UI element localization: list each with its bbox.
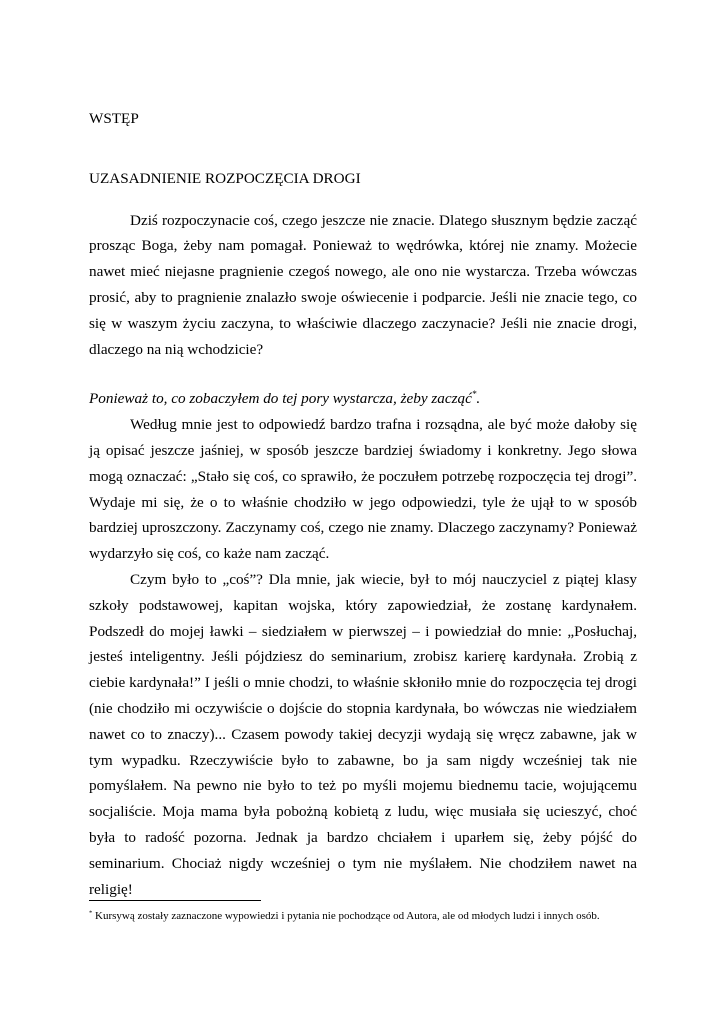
italic-quote (89, 386, 637, 412)
paragraph-2: Według mnie jest to odpowiedź bardzo trafna i rozsądna, ale być może dałoby się ją opisać jeszcze jaśniej, w sposób jeszcze bardziej świadomy i konkretny. Jego słowa mogą oznaczać: „Stało się coś, co sprawiło, że poczułem potrzebę rozpoczęcia tej drogi”. Wydaje mi się, że o to właśnie chodziło w jego odpowiedzi, tyle że ujął to w sposób bardziej uproszczony. Zaczynamy coś, czego nie znamy. Dlaczego zaczynamy? Ponieważ wydarzyło się coś, co każe nam zacząć. (89, 416, 637, 563)
quote-period: . (476, 390, 481, 408)
quote-text: Ponieważ to, co zobaczyłem do tej pory wystarcza, żeby zacząć (89, 390, 472, 408)
footnote-marker: * (89, 909, 93, 917)
paragraph-1: Dziś rozpoczynacie coś, czego jeszcze nie znacie. Dlatego słusznym będzie zacząć prosząc Boga, żeby nam pomagał. Ponieważ to wędrówka, której nie znamy. Możecie nawet mieć niejasne pragnienie czegoś nowego, ale ono nie wystarcza. Trzeba wówczas prosić, aby to pragnienie znalazło swoje oświecenie i podparcie. Jeśli nie znacie tego, co się w waszym życiu zaczyna, to właściwie dlaczego zaczynacie? Jeśli nie znacie drogi, dlaczego na nią wchodzicie? (89, 211, 637, 358)
section-heading: WSTĘP (89, 110, 139, 127)
chapter-title: UZASADNIENIE ROZPOCZĘCIA DROGI (89, 169, 361, 187)
paragraph-3: Czym było to „coś”? Dla mnie, jak wiecie, był to mój nauczyciel z piątej klasy szkoły podstawowej, kapitan wojska, który zapowiedział, że zostanę kardynałem. Podszedł do mojej ławki – siedziałem w pierwszej – i powiedział do mnie: „Posłuchaj, jesteś inteligentny. Jeśli pójdziesz do seminarium, zrobisz karierę kardynała. Zrobią z ciebie kardynała!” I jeśli o mnie chodzi, to właśnie skłoniło mnie do rozpoczęcia tej drogi (nie chodziło mi oczywiście o dojście do stopnia kardynała, bo wówczas nie wiedziałem nawet co to znaczy)... Czasem powody takiej decyzji wydają się wręcz zabawne, jak w tym wypadku. Rzeczywiście było to zabawne, bo ja sam nigdy wcześniej tak nie pomyślałem. Na pewno nie było to też po myśli mojemu biednemu tacie, wojującemu socjaliście. Moja mama była pobożną kobietą z ludu, więc musiała się ucieszyć, choć była to radość pozorna. Jednak ja bardzo chciałem i uparłem się, żeby pójść do seminarium. Chociaż nigdy wcześniej o tym nie myślałem. Nie chodziłem nawet na religię! (89, 570, 637, 898)
footnote-divider (89, 900, 261, 901)
footnote-text: Kursywą zostały zaznaczone wypowiedzi i pytania nie pochodzące od Autora, ale od młodych ludzi i innych osób. (92, 910, 600, 922)
page-body (89, 106, 637, 902)
quote-footnote-marker: * (471, 389, 477, 400)
footnote (89, 909, 637, 923)
